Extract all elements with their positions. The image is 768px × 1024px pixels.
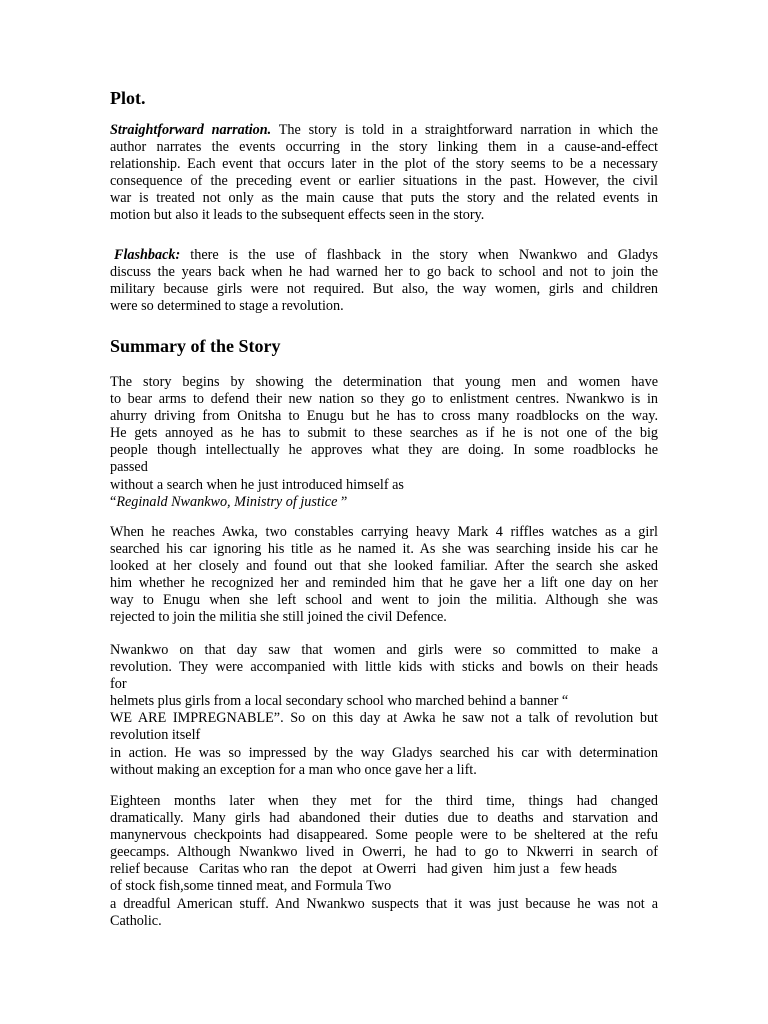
text-line: people though intellectually he approves what they are doing. In some roadblocks he [110, 442, 658, 459]
text-line: a dreadful American stuff. And Nwankwo suspects that it was just because he was not a [110, 895, 658, 912]
text-line: war is treated not only as the main cause that puts the story and the related events in [110, 190, 658, 207]
text-line [110, 122, 658, 139]
text-line: were so determined to stage a revolution. [110, 298, 344, 315]
summary-paragraph-4 [110, 793, 658, 930]
text-line: relationship. Each event that occurs later in the plot of the story seems to be a necessary [110, 156, 658, 173]
text-line: for [110, 676, 127, 693]
text-line: consequence of the preceding event or earlier situations in the past. However, the civil [110, 173, 658, 190]
summary-paragraph-1 [110, 374, 658, 511]
text-line: searched his car ignoring his title as he named it. As she was searching inside his car he [110, 541, 658, 558]
text-line: revolution. They were accompanied with little kids with sticks and bowls on their heads [110, 659, 658, 676]
quote-line [110, 494, 658, 511]
text-line: dramatically. Many girls had abandoned their duties due to deaths and starvation and [110, 810, 658, 827]
text-line: Catholic. [110, 912, 162, 929]
text-line: him whether he recognized her and reminded him that he gave her a lift one day on her [110, 575, 658, 592]
plot-flashback-paragraph [110, 247, 658, 315]
flashback-label: Flashback: [114, 247, 181, 263]
text-line: rejected to join the militia she still joined the civil Defence. [110, 609, 447, 626]
text-line: geecamps. Although Nwankwo lived in Owerri, he had to go to Nkwerri in search of [110, 844, 658, 861]
text-line: to bear arms to defend their new nation so they go to enlistment centres. Nwankwo is in [110, 391, 658, 408]
text-line: of stock fish,some tinned meat, and Formula Two [110, 878, 392, 895]
plot-narration-paragraph [110, 122, 658, 225]
summary-paragraph-3 [110, 642, 658, 779]
plot-heading: Plot. [110, 88, 146, 108]
text-line: Eighteen months later when they met for the third time, things had changed [110, 793, 658, 809]
text-line: helmets plus girls from a local secondary school who marched behind a banner “ [110, 693, 569, 710]
text-line: revolution itself [110, 727, 201, 744]
text-line: relief because Caritas who ran the depot at Owerri had given him just a few heads [110, 861, 618, 878]
text-line: in action. He was so impressed by the way Gladys searched his car with determination [110, 744, 658, 761]
text-line: way to Enugu when she left school and went to join the militia. Although she was [110, 592, 658, 609]
text-line: ahurry driving from Onitsha to Enugu but he has to cross many roadblocks on the way. [110, 408, 658, 425]
text-line: author narrates the events occurring in the story linking them in a cause-and-effect [110, 139, 658, 156]
quote-text: Reginald Nwankwo, Ministry of justice [116, 493, 338, 510]
text-line: looked at her closely and found out that she looked familiar. After the search she asked [110, 558, 658, 575]
text-line: military because girls were not required. But also, the way women, girls and children [110, 281, 658, 298]
text-line: Nwankwo on that day saw that women and girls were so committed to make a [110, 642, 658, 658]
text-line [110, 247, 658, 264]
text-line: motion but also it leads to the subsequent effects seen in the story. [110, 207, 485, 224]
summary-paragraph-2 [110, 524, 658, 627]
text-line: without making an exception for a man who once gave her a lift. [110, 761, 477, 778]
text-line: discuss the years back when he had warned her to go back to school and not to join the [110, 264, 658, 281]
summary-heading: Summary of the Story [110, 336, 281, 356]
quote-open: “ [110, 493, 117, 510]
text-line: manynervous checkpoints had disappeared. Some people were to be sheltered at the refu [110, 827, 658, 844]
text-line: passed [110, 459, 148, 476]
quote-close: ” [337, 493, 348, 510]
text-line: When he reaches Awka, two constables carrying heavy Mark 4 riffles watches as a girl [110, 524, 658, 540]
text-line: WE ARE IMPREGNABLE”. So on this day at Awka he saw not a talk of revolution but [110, 710, 658, 727]
narration-label-punct: . [267, 122, 272, 138]
narration-line-text: The story is told in a straightforward narration in which the [271, 122, 658, 138]
flashback-line-text: there is the use of flashback in the story when Nwankwo and Gladys [180, 247, 658, 263]
text-line: He gets annoyed as he has to submit to these searches as if he is not one of the big [110, 425, 658, 442]
narration-label: Straightforward narration [110, 122, 268, 138]
text-line: The story begins by showing the determination that young men and women have [110, 374, 658, 390]
text-line: without a search when he just introduced himself as [110, 476, 404, 493]
